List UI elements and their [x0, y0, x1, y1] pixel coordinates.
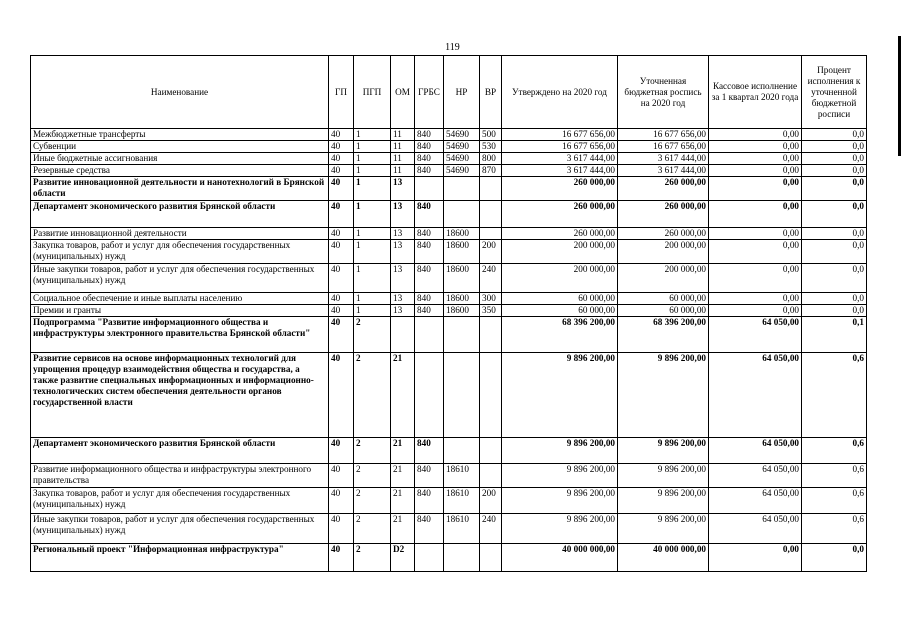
cell-vr: 200 [480, 240, 502, 264]
cell-gp: 40 [329, 129, 354, 141]
cell-name: Межбюджетные трансферты [31, 129, 329, 141]
cell-percent: 0,0 [802, 165, 867, 177]
cell-pgp: 1 [354, 264, 391, 293]
cell-cash: 0,00 [709, 165, 802, 177]
cell-grbs [415, 544, 444, 572]
cell-om: D2 [391, 544, 415, 572]
cell-approved: 3 617 444,00 [502, 153, 618, 165]
cell-grbs: 840 [415, 201, 444, 228]
table-row [31, 153, 867, 165]
cell-vr: 300 [480, 293, 502, 305]
cell-om: 21 [391, 488, 415, 514]
table-row [31, 488, 867, 514]
cell-pgp: 1 [354, 240, 391, 264]
cell-vr: 240 [480, 264, 502, 293]
cell-grbs: 840 [415, 514, 444, 544]
cell-percent: 0,6 [802, 353, 867, 438]
header-gp: ГП [329, 56, 354, 129]
table-body [31, 129, 867, 572]
cell-refined: 60 000,00 [618, 293, 709, 305]
cell-vr: 240 [480, 514, 502, 544]
cell-percent: 0,0 [802, 293, 867, 305]
table-row [31, 464, 867, 488]
cell-pgp: 2 [354, 317, 391, 353]
header-percent: Процент исполнения к уточненной бюджетной росписи [802, 56, 867, 129]
cell-om: 13 [391, 264, 415, 293]
cell-name: Развитие инновационной деятельности [31, 228, 329, 240]
cell-np [444, 353, 480, 438]
table-row [31, 317, 867, 353]
cell-percent: 0,0 [802, 177, 867, 201]
cell-vr: 530 [480, 141, 502, 153]
cell-gp: 40 [329, 293, 354, 305]
cell-np: 18610 [444, 464, 480, 488]
cell-pgp: 1 [354, 293, 391, 305]
cell-vr [480, 317, 502, 353]
cell-gp: 40 [329, 177, 354, 201]
page-number: 119 [445, 42, 460, 53]
cell-name: Иные бюджетные ассигнования [31, 153, 329, 165]
cell-gp: 40 [329, 488, 354, 514]
table-row [31, 264, 867, 293]
table-row [31, 353, 867, 438]
cell-refined: 9 896 200,00 [618, 464, 709, 488]
cell-cash: 0,00 [709, 129, 802, 141]
cell-name: Иные закупки товаров, работ и услуг для обеспечения государственных (муниципальных) нужд [31, 514, 329, 544]
cell-approved: 60 000,00 [502, 305, 618, 317]
cell-name: Развитие сервисов на основе информационных технологий для упрощения процедур взаимодействия общества и государства, а также развитие специальных информационных и информационно-технологических систем обеспечения деятельности органов государственной власти [31, 353, 329, 438]
cell-gp: 40 [329, 228, 354, 240]
cell-gp: 40 [329, 141, 354, 153]
table-row [31, 293, 867, 305]
cell-pgp: 1 [354, 141, 391, 153]
cell-cash: 0,00 [709, 228, 802, 240]
header-np: НР [444, 56, 480, 129]
cell-np: 18600 [444, 305, 480, 317]
cell-np: 54690 [444, 165, 480, 177]
cell-grbs: 840 [415, 488, 444, 514]
header-refined: Уточненная бюджетная роспись на 2020 год [618, 56, 709, 129]
cell-percent: 0,0 [802, 544, 867, 572]
cell-np: 18600 [444, 240, 480, 264]
cell-name: Закупка товаров, работ и услуг для обеспечения государственных (муниципальных) нужд [31, 488, 329, 514]
cell-approved: 9 896 200,00 [502, 464, 618, 488]
table-row [31, 544, 867, 572]
cell-refined: 260 000,00 [618, 201, 709, 228]
cell-grbs [415, 353, 444, 438]
cell-pgp: 1 [354, 305, 391, 317]
cell-name: Развитие инновационной деятельности и нанотехнологий в Брянской области [31, 177, 329, 201]
cell-vr: 500 [480, 129, 502, 141]
cell-grbs: 840 [415, 141, 444, 153]
margin-line [898, 36, 901, 156]
cell-cash: 0,00 [709, 264, 802, 293]
cell-om: 21 [391, 438, 415, 464]
cell-percent: 0,0 [802, 201, 867, 228]
cell-approved: 60 000,00 [502, 293, 618, 305]
cell-refined: 200 000,00 [618, 240, 709, 264]
cell-percent: 0,0 [802, 141, 867, 153]
cell-vr: 350 [480, 305, 502, 317]
cell-pgp: 2 [354, 464, 391, 488]
cell-grbs: 840 [415, 165, 444, 177]
cell-cash: 64 050,00 [709, 317, 802, 353]
cell-approved: 3 617 444,00 [502, 165, 618, 177]
cell-pgp: 2 [354, 438, 391, 464]
cell-vr: 870 [480, 165, 502, 177]
cell-vr: 800 [480, 153, 502, 165]
cell-name: Департамент экономического развития Брянской области [31, 201, 329, 228]
cell-refined: 3 617 444,00 [618, 165, 709, 177]
table-header [31, 56, 867, 129]
cell-om: 11 [391, 153, 415, 165]
cell-om: 13 [391, 305, 415, 317]
cell-approved: 9 896 200,00 [502, 514, 618, 544]
cell-np: 18600 [444, 264, 480, 293]
table-row [31, 165, 867, 177]
cell-percent: 0,0 [802, 264, 867, 293]
cell-cash: 0,00 [709, 141, 802, 153]
cell-gp: 40 [329, 353, 354, 438]
cell-approved: 260 000,00 [502, 201, 618, 228]
cell-name: Иные закупки товаров, работ и услуг для обеспечения государственных (муниципальных) нужд [31, 264, 329, 293]
cell-om: 13 [391, 228, 415, 240]
cell-cash: 64 050,00 [709, 514, 802, 544]
header-grbs: ГРБС [415, 56, 444, 129]
cell-cash: 0,00 [709, 153, 802, 165]
table-row [31, 141, 867, 153]
cell-pgp: 2 [354, 353, 391, 438]
cell-percent: 0,1 [802, 317, 867, 353]
cell-np [444, 177, 480, 201]
cell-om: 21 [391, 353, 415, 438]
cell-name: Подпрограмма "Развитие информационного общества и инфраструктуры электронного правительства Брянской области" [31, 317, 329, 353]
cell-cash: 0,00 [709, 177, 802, 201]
cell-gp: 40 [329, 438, 354, 464]
cell-percent: 0,0 [802, 228, 867, 240]
cell-percent: 0,6 [802, 514, 867, 544]
cell-vr [480, 544, 502, 572]
cell-approved: 40 000 000,00 [502, 544, 618, 572]
cell-np: 18610 [444, 514, 480, 544]
cell-grbs: 840 [415, 305, 444, 317]
cell-approved: 200 000,00 [502, 264, 618, 293]
cell-np: 18600 [444, 293, 480, 305]
cell-np: 18600 [444, 228, 480, 240]
cell-gp: 40 [329, 317, 354, 353]
table-row [31, 177, 867, 201]
cell-vr [480, 438, 502, 464]
cell-np [444, 201, 480, 228]
cell-gp: 40 [329, 264, 354, 293]
cell-grbs [415, 317, 444, 353]
cell-approved: 9 896 200,00 [502, 438, 618, 464]
cell-name: Субвенции [31, 141, 329, 153]
cell-name: Региональный проект "Информационная инфраструктура" [31, 544, 329, 572]
cell-percent: 0,6 [802, 488, 867, 514]
cell-refined: 16 677 656,00 [618, 141, 709, 153]
cell-pgp: 1 [354, 201, 391, 228]
cell-om: 13 [391, 201, 415, 228]
cell-percent: 0,0 [802, 240, 867, 264]
cell-name: Закупка товаров, работ и услуг для обеспечения государственных (муниципальных) нужд [31, 240, 329, 264]
cell-om: 13 [391, 293, 415, 305]
cell-np [444, 438, 480, 464]
cell-vr [480, 353, 502, 438]
table-row [31, 240, 867, 264]
header-pgp: ПГП [354, 56, 391, 129]
table-row [31, 305, 867, 317]
cell-approved: 9 896 200,00 [502, 353, 618, 438]
cell-percent: 0,0 [802, 305, 867, 317]
cell-om [391, 317, 415, 353]
cell-refined: 60 000,00 [618, 305, 709, 317]
cell-cash: 0,00 [709, 240, 802, 264]
cell-pgp: 2 [354, 514, 391, 544]
cell-percent: 0,0 [802, 153, 867, 165]
cell-vr: 200 [480, 488, 502, 514]
cell-approved: 16 677 656,00 [502, 129, 618, 141]
cell-name: Социальное обеспечение и иные выплаты населению [31, 293, 329, 305]
cell-percent: 0,6 [802, 464, 867, 488]
cell-vr [480, 177, 502, 201]
cell-cash: 0,00 [709, 544, 802, 572]
cell-refined: 260 000,00 [618, 228, 709, 240]
cell-cash: 64 050,00 [709, 488, 802, 514]
header-om: ОМ [391, 56, 415, 129]
cell-cash: 0,00 [709, 201, 802, 228]
cell-grbs: 840 [415, 129, 444, 141]
cell-pgp: 1 [354, 153, 391, 165]
cell-om: 11 [391, 141, 415, 153]
header-approved: Утверждено на 2020 год [502, 56, 618, 129]
cell-gp: 40 [329, 544, 354, 572]
cell-gp: 40 [329, 514, 354, 544]
cell-om: 21 [391, 514, 415, 544]
cell-name: Резервные средства [31, 165, 329, 177]
cell-om: 11 [391, 165, 415, 177]
cell-vr [480, 201, 502, 228]
cell-refined: 9 896 200,00 [618, 488, 709, 514]
cell-approved: 68 396 200,00 [502, 317, 618, 353]
cell-gp: 40 [329, 153, 354, 165]
header-cash: Кассовое исполнение за 1 квартал 2020 года [709, 56, 802, 129]
cell-gp: 40 [329, 464, 354, 488]
cell-percent: 0,6 [802, 438, 867, 464]
cell-approved: 260 000,00 [502, 228, 618, 240]
header-name: Наименование [31, 56, 329, 129]
cell-gp: 40 [329, 165, 354, 177]
cell-refined: 9 896 200,00 [618, 353, 709, 438]
cell-refined: 200 000,00 [618, 264, 709, 293]
cell-cash: 64 050,00 [709, 464, 802, 488]
table-row [31, 514, 867, 544]
cell-pgp: 2 [354, 544, 391, 572]
budget-table [30, 55, 867, 572]
cell-refined: 68 396 200,00 [618, 317, 709, 353]
cell-om: 21 [391, 464, 415, 488]
cell-om: 13 [391, 177, 415, 201]
cell-om: 11 [391, 129, 415, 141]
cell-pgp: 2 [354, 488, 391, 514]
cell-np [444, 317, 480, 353]
cell-approved: 200 000,00 [502, 240, 618, 264]
cell-approved: 260 000,00 [502, 177, 618, 201]
cell-refined: 260 000,00 [618, 177, 709, 201]
cell-grbs: 840 [415, 438, 444, 464]
cell-approved: 16 677 656,00 [502, 141, 618, 153]
cell-pgp: 1 [354, 129, 391, 141]
cell-om: 13 [391, 240, 415, 264]
cell-grbs: 840 [415, 293, 444, 305]
cell-vr [480, 464, 502, 488]
cell-cash: 64 050,00 [709, 438, 802, 464]
cell-refined: 40 000 000,00 [618, 544, 709, 572]
cell-np [444, 544, 480, 572]
cell-pgp: 1 [354, 228, 391, 240]
cell-cash: 0,00 [709, 293, 802, 305]
cell-grbs: 840 [415, 228, 444, 240]
cell-np: 54690 [444, 141, 480, 153]
cell-name: Премии и гранты [31, 305, 329, 317]
cell-grbs: 840 [415, 153, 444, 165]
cell-approved: 9 896 200,00 [502, 488, 618, 514]
cell-gp: 40 [329, 240, 354, 264]
header-vr: ВР [480, 56, 502, 129]
cell-percent: 0,0 [802, 129, 867, 141]
cell-refined: 9 896 200,00 [618, 514, 709, 544]
cell-cash: 0,00 [709, 305, 802, 317]
cell-name: Департамент экономического развития Брянской области [31, 438, 329, 464]
cell-vr [480, 228, 502, 240]
cell-refined: 3 617 444,00 [618, 153, 709, 165]
cell-grbs: 840 [415, 240, 444, 264]
cell-pgp: 1 [354, 177, 391, 201]
cell-gp: 40 [329, 305, 354, 317]
cell-pgp: 1 [354, 165, 391, 177]
table-row [31, 201, 867, 228]
cell-refined: 16 677 656,00 [618, 129, 709, 141]
cell-grbs [415, 177, 444, 201]
cell-cash: 64 050,00 [709, 353, 802, 438]
cell-refined: 9 896 200,00 [618, 438, 709, 464]
table-row [31, 228, 867, 240]
table-row [31, 438, 867, 464]
cell-gp: 40 [329, 201, 354, 228]
cell-np: 18610 [444, 488, 480, 514]
cell-np: 54690 [444, 153, 480, 165]
cell-name: Развитие информационного общества и инфраструктуры электронного правительства [31, 464, 329, 488]
cell-grbs: 840 [415, 464, 444, 488]
cell-grbs: 840 [415, 264, 444, 293]
cell-np: 54690 [444, 129, 480, 141]
table-row [31, 129, 867, 141]
